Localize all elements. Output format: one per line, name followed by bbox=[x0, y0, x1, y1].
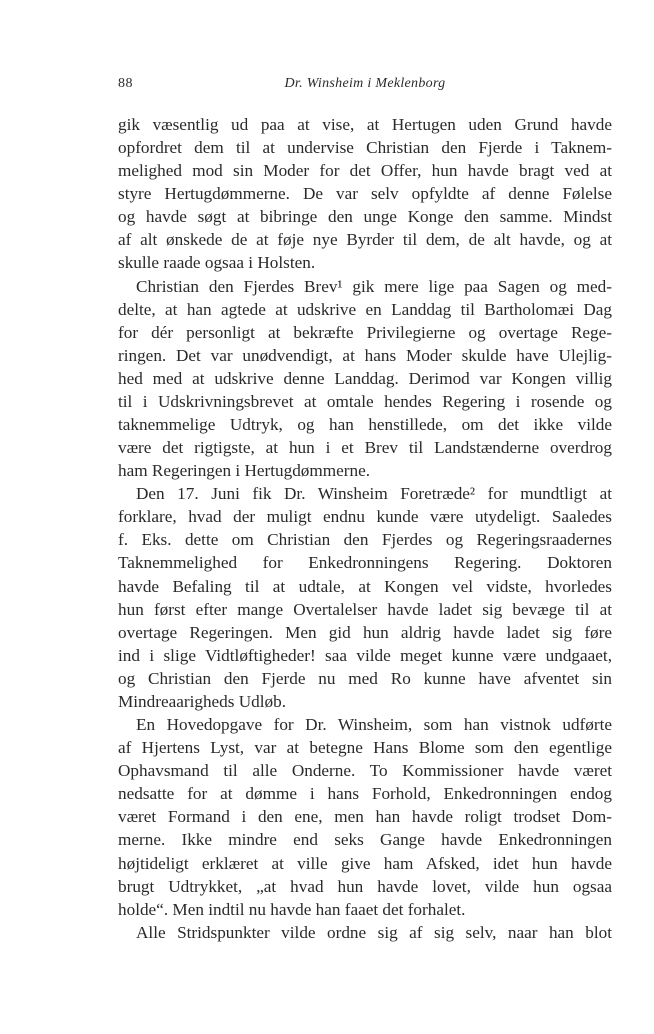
text-line: havde Befaling til at udtale, at Kongen vel vidste, hvorledes bbox=[118, 576, 612, 596]
text-line: ham Regeringen i Hertugdømmerne. bbox=[118, 461, 371, 481]
text-line: ringen. Det var unødvendigt, at hans Moder skulde have Ulejlig- bbox=[118, 345, 612, 365]
text-line: været Formand i den ene, men han havde roligt trodset Dom- bbox=[118, 807, 612, 827]
text-line: holde“. Men indtil nu havde han faaet det forhalet. bbox=[118, 899, 466, 919]
text-line: til i Udskrivningsbrevet at omtale hendes Regering i rosende og bbox=[118, 391, 612, 411]
text-line: være det rigtigste, at hun i et Brev til Landstænderne overdrog bbox=[118, 438, 612, 458]
running-title: Dr. Winsheim i Meklenborg bbox=[284, 76, 446, 91]
text-line: styre Hertugdømmerne. De var selv opfyldte af denne Følelse bbox=[118, 184, 612, 204]
text-line: brugt Udtrykket, „at hvad hun havde lovet, vilde hun ogsaa bbox=[118, 876, 612, 896]
text-line: af Hjertens Lyst, var at betegne Hans Blome som den egentlige bbox=[118, 738, 612, 758]
text-line: melighed mod sin Moder for det Offer, hun havde bragt ved at bbox=[118, 161, 612, 181]
text-line: Alle Stridspunkter vilde ordne sig af sig selv, naar han blot bbox=[136, 922, 612, 942]
page-header bbox=[118, 76, 612, 96]
text-line: Den 17. Juni fik Dr. Winsheim Foretræde² for mundtligt at bbox=[136, 484, 612, 504]
text-line: Taknemmelighed for Enkedronningens Regering. Doktoren bbox=[118, 553, 612, 573]
text-line: overtage Regeringen. Men gid hun aldrig havde ladet sig føre bbox=[118, 622, 612, 642]
text-line: skulle raade ogsaa i Holsten. bbox=[118, 253, 316, 273]
text-line: og havde søgt at bibringe den unge Konge den samme. Mindst bbox=[118, 207, 612, 227]
text-line: opfordret dem til at undervise Christian den Fjerde i Taknem- bbox=[118, 138, 612, 158]
text-line: Ophavsmand til alle Onderne. To Kommissioner havde været bbox=[118, 761, 612, 781]
page-number: 88 bbox=[118, 76, 133, 91]
text-line: af alt ønskede de at føje nye Byrder til dem, de alt havde, og at bbox=[118, 230, 612, 250]
text-line: nedsatte for at dømme i hans Forhold, Enkedronningen endog bbox=[118, 784, 612, 804]
body-text bbox=[118, 113, 612, 944]
text-line: hed med at udskrive denne Landdag. Derimod var Kongen villig bbox=[118, 368, 612, 388]
text-line: forklare, hvad der muligt endnu kunde være utydeligt. Saaledes bbox=[118, 507, 612, 527]
text-line: hun først efter mange Overtalelser havde ladet sig bevæge til at bbox=[118, 599, 612, 619]
text-line: taknemmelige Udtryk, og han henstillede, om det ikke vilde bbox=[118, 415, 612, 435]
text-line: højtideligt erklæret at ville give ham Afsked, idet hun havde bbox=[118, 853, 612, 873]
text-line: ind i slige Vidtløftigheder! saa vilde meget kunne være undgaaet, bbox=[118, 645, 612, 665]
text-line: Mindreaarigheds Udløb. bbox=[118, 691, 287, 711]
text-line: merne. Ikke mindre end seks Gange havde Enkedronningen bbox=[118, 830, 612, 850]
text-line: delte, at han agtede at udskrive en Landdag til Bartholomæi Dag bbox=[118, 299, 612, 319]
text-line: gik væsentlig ud paa at vise, at Hertugen uden Grund havde bbox=[118, 115, 612, 134]
text-line: for dér personligt at bekræfte Privilegierne og overtage Rege- bbox=[118, 322, 612, 342]
text-line: f. Eks. dette om Christian den Fjerdes og Regeringsraadernes bbox=[118, 530, 612, 550]
text-line: og Christian den Fjerde nu med Ro kunne have afventet sin bbox=[118, 668, 612, 688]
text-line: En Hovedopgave for Dr. Winsheim, som han vistnok udførte bbox=[136, 715, 612, 735]
text-line: Christian den Fjerdes Brev¹ gik mere lige paa Sagen og med- bbox=[136, 276, 612, 296]
